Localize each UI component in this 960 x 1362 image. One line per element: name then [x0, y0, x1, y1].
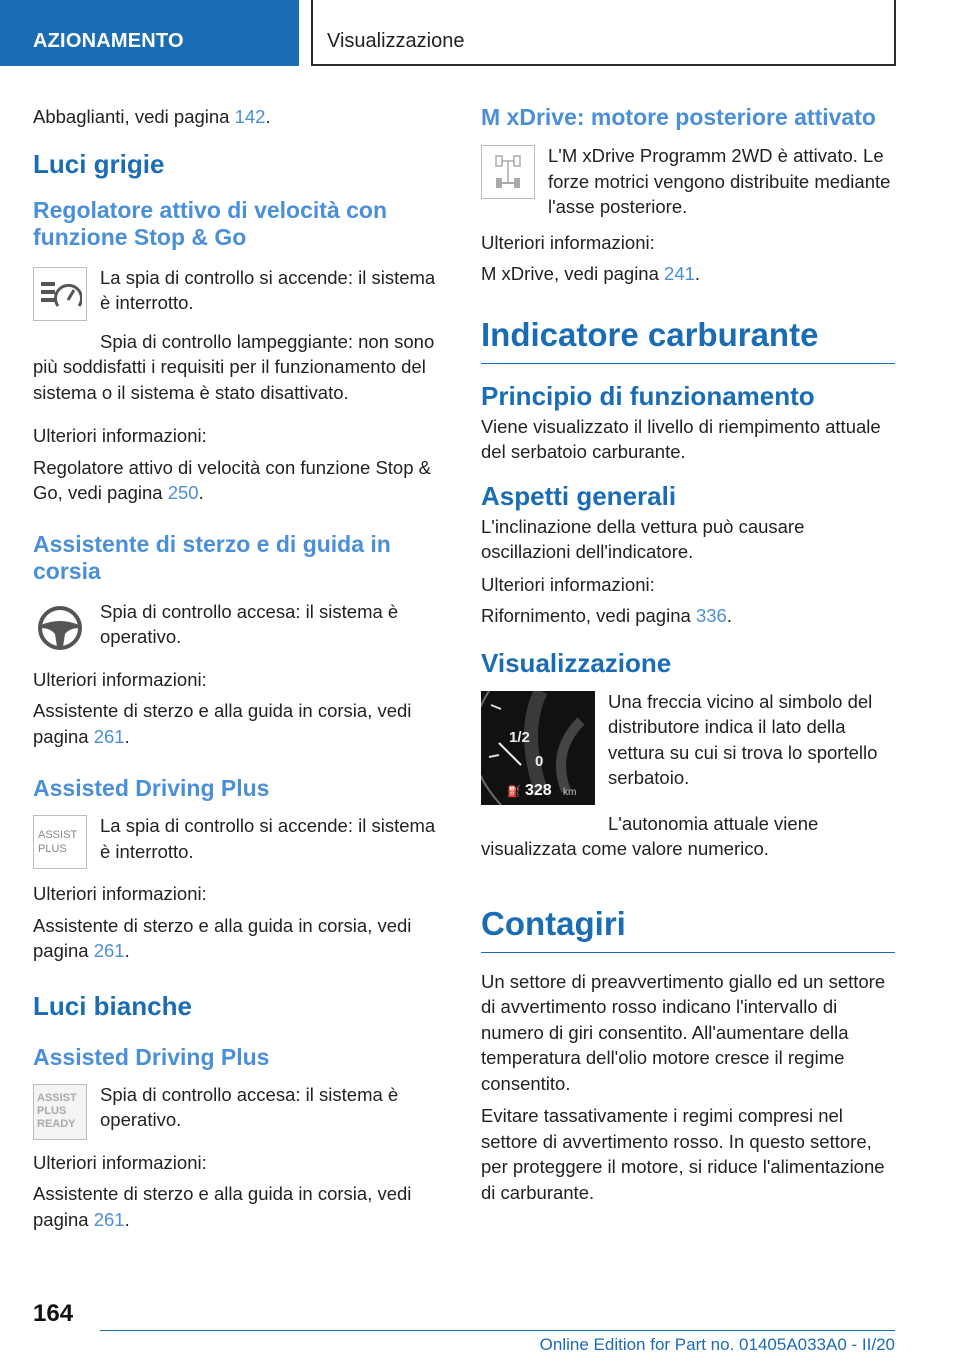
page-link[interactable]: 142: [234, 106, 266, 127]
visualizzazione-desc2: L'autonomia attuale viene visualizzata come valore numerico.: [481, 812, 819, 859]
contagiri-p1: Un settore di preavvertimento giallo ed un settore di avvertimento rosso indicano l'intervallo di numero di giri consentito. All'aumentare della temperatura dell'olio motore cresce il regime consentito.: [481, 970, 886, 1094]
page-number: 164: [33, 1300, 74, 1327]
cruise-control-icon: [33, 267, 87, 321]
page-link[interactable]: 261: [93, 725, 125, 747]
abbaglianti-ref: Abbaglianti, vedi pagina 142.: [33, 106, 271, 127]
heading-luci-grigie: Luci grigie: [33, 148, 165, 179]
regolatore-desc2: Spia di controllo lampeggiante: non sono più soddisfatti i requisiti per il funzionamento del sistema o il sistema è stato disattivato.: [33, 330, 435, 403]
heading-assisted-2: Assisted Driving Plus: [33, 1043, 270, 1070]
chapter-title: Visualizzazione: [327, 30, 465, 52]
assistente-ref: Assistente di sterzo e alla guida in corsia, vedi pagina 261.: [33, 700, 412, 747]
fuel-pump-icon: ⛽: [507, 785, 521, 798]
assisted2-row: [33, 1082, 445, 1140]
assisted1-more: Ulteriori informazioni:: [33, 883, 207, 904]
regolatore-row: [33, 265, 445, 321]
heading-luci-bianche: Luci bianche: [33, 990, 192, 1021]
xdrive-ref: M xDrive, vedi pagina 241.: [481, 263, 701, 284]
page-link[interactable]: 261: [93, 1208, 125, 1230]
heading-assistente: Assistente di sterzo e di guida in corsia: [33, 530, 391, 584]
fuel-gauge-image: 1/2 0 ⛽ 328 km: [481, 691, 595, 805]
steering-wheel-icon: [33, 601, 87, 655]
principio-desc: Viene visualizzato il livello di riempimento attuale del serbatoio carburante.: [481, 415, 881, 462]
assistente-desc: Spia di controllo accesa: il sistema è operativo.: [100, 600, 399, 647]
assisted1-desc: La spia di controllo si accende: il sistema è interrotto.: [100, 815, 436, 862]
assisted1-ref: Assistente di sterzo e alla guida in corsia, vedi pagina 261.: [33, 914, 412, 961]
page-link[interactable]: 261: [93, 940, 125, 961]
page-link[interactable]: 250: [167, 482, 199, 503]
footer-divider: [100, 1330, 895, 1331]
aspetti-more: Ulteriori informazioni:: [481, 573, 655, 595]
page-header: [0, 0, 960, 66]
visualizzazione-row: [481, 689, 895, 805]
heading-visualizzazione: Visualizzazione: [481, 647, 672, 678]
heading-xdrive: M xDrive: motore posteriore attivato: [481, 104, 876, 130]
regolatore-ref: Regolatore attivo di velocità con funzione Stop & Go, vedi pagina 250.: [33, 456, 431, 503]
heading-indicatore-carburante: Indicatore carburante: [481, 315, 895, 364]
section-tab: [0, 0, 299, 66]
xdrive-more: Ulteriori informazioni:: [481, 231, 655, 253]
aspetti-desc: L'inclinazione della vettura può causare oscillazioni dell'indicatore.: [481, 515, 805, 562]
heading-principio: Principio di funzionamento: [481, 380, 815, 411]
visualizzazione-desc: Una freccia vicino al simbolo del distributore indica il lato della vettura su cui si trova lo sportello serbatoio.: [608, 690, 878, 788]
page-link[interactable]: 241: [664, 263, 695, 284]
assistente-row: [33, 599, 445, 655]
xdrive-row: [481, 143, 895, 220]
rear-axle-drive-icon: [481, 145, 535, 199]
left-column: [33, 100, 445, 1232]
assist-plus-ready-icon: ASSIST PLUS READY: [33, 1084, 87, 1140]
heading-contagiri: Contagiri: [481, 904, 895, 953]
xdrive-desc: L'M xDrive Programm 2WD è attivato. Le forze motrici vengono distribuite mediante l'asse posteriore.: [548, 145, 891, 217]
heading-aspetti: Aspetti generali: [481, 480, 677, 511]
assist-plus-icon: ASSIST PLUS: [33, 815, 87, 869]
regolatore-desc: La spia di controllo si accende: il sistema è interrotto.: [100, 266, 436, 313]
assisted2-ref: Assistente di sterzo e alla guida in corsia, vedi pagina 261.: [33, 1183, 412, 1230]
edition-footer: Online Edition for Part no. 01405A033A0 - II/20: [539, 1335, 895, 1354]
chapter-tab: [311, 0, 896, 66]
heading-regolatore: Regolatore attivo di velocità con funzione Stop & Go: [33, 196, 388, 250]
aspetti-ref: Rifornimento, vedi pagina 336.: [481, 605, 732, 626]
assisted1-row: [33, 813, 445, 869]
right-column: [481, 100, 895, 1205]
heading-assisted-1: Assisted Driving Plus: [33, 775, 270, 801]
assisted2-desc: Spia di controllo accesa: il sistema è operativo.: [100, 1083, 399, 1130]
section-title: AZIONAMENTO: [33, 30, 184, 52]
assisted2-more: Ulteriori informazioni:: [33, 1151, 207, 1173]
page-link[interactable]: 336: [695, 605, 727, 626]
regolatore-more: Ulteriori informazioni:: [33, 425, 207, 446]
contagiri-p2: Evitare tassativamente i regimi compresi nel settore di avvertimento rosso. In questo settore, per proteggere il motore, si riduce l'alimentazione di carburante.: [481, 1105, 885, 1203]
assistente-more: Ulteriori informazioni:: [33, 668, 207, 690]
